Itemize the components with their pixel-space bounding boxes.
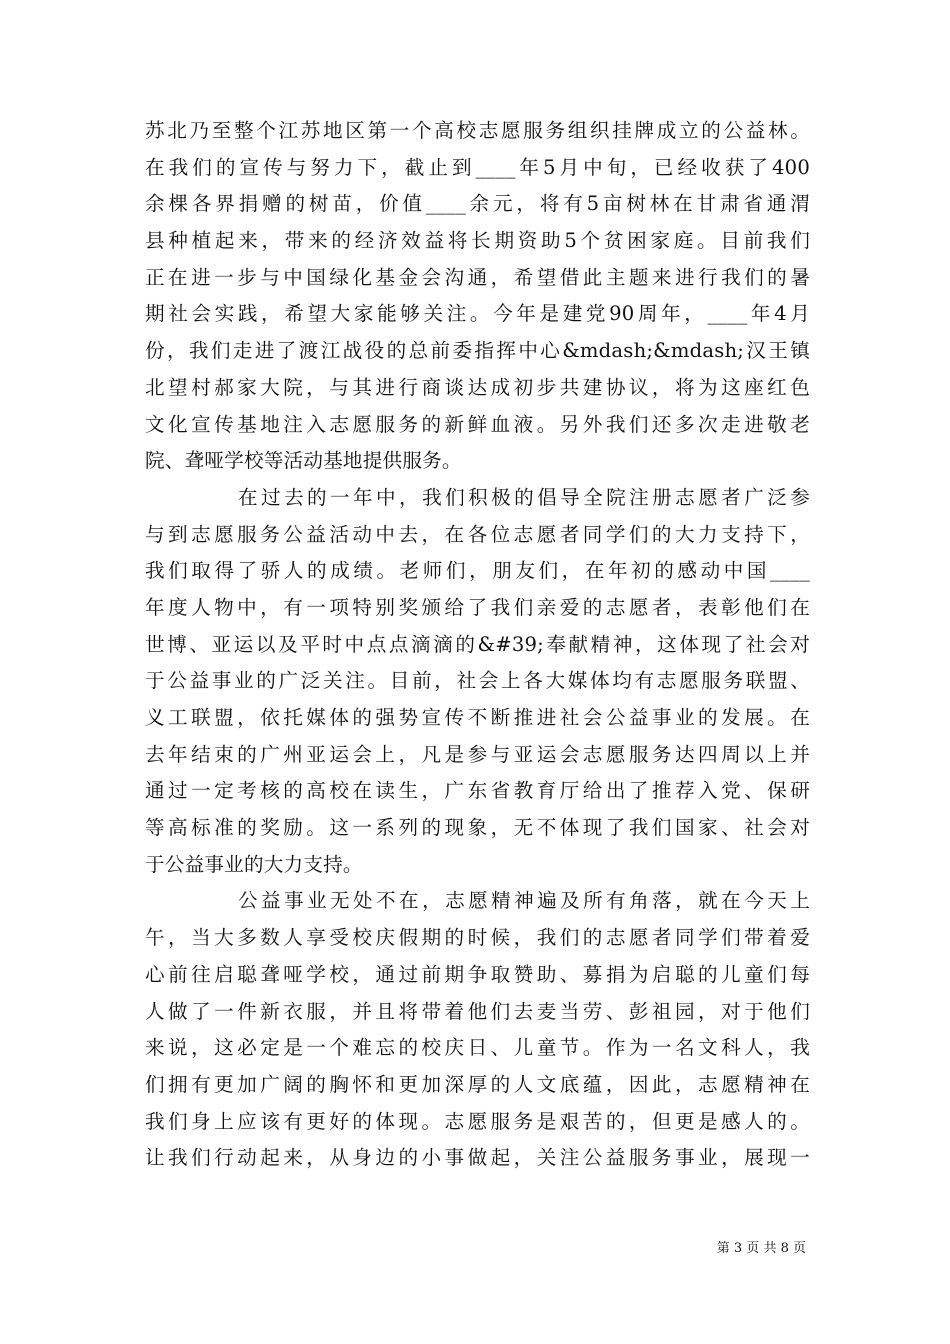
text-line: 北望村郝家大院，与其进行商谈达成初步共建协议，将为这座红色 — [145, 375, 810, 399]
text-line: 余棵各界捐赠的树苗，价值____余元，将有5亩树林在甘肃省通渭 — [145, 192, 810, 216]
text-line: 在过去的一年中，我们积极的倡导全院注册志愿者广泛参 — [238, 485, 810, 509]
text-line: 们拥有更加广阔的胸怀和更加深厚的人文底蕴，因此，志愿精神在 — [145, 1072, 810, 1096]
text-line: 与到志愿服务公益活动中去，在各位志愿者同学们的大力支持下， — [145, 522, 810, 546]
paragraph — [145, 480, 810, 884]
text-line: 去年结束的广州亚运会上，凡是参与亚运会志愿服务达四周以上并 — [145, 742, 810, 766]
text-line: 心前往启聪聋哑学校，通过前期争取赞助、募捐为启聪的儿童们每 — [145, 962, 810, 986]
paragraph — [145, 883, 810, 1177]
text-line: 人做了一件新衣服，并且将带着他们去麦当劳、彭祖园，对于他们 — [145, 999, 810, 1023]
text-line: 县种植起来，带来的经济效益将长期资助5个贫困家庭。目前我们 — [145, 229, 810, 253]
text-line: 等高标准的奖励。这一系列的现象，无不体现了我们国家、社会对 — [145, 816, 810, 840]
text-line: 于公益事业的大力支持。 — [145, 852, 363, 876]
text-line: 义工联盟，依托媒体的强势宣传不断推进社会公益事业的发展。在 — [145, 706, 810, 729]
document-body — [145, 113, 810, 1177]
text-line: 我们取得了骄人的成绩。老师们，朋友们，在年初的感动中国____ — [145, 559, 810, 583]
text-line: 我们身上应该有更好的体现。志愿服务是艰苦的，但更是感人的。 — [145, 1109, 810, 1133]
text-line: 午，当大多数人享受校庆假期的时候，我们的志愿者同学们带着爱 — [145, 926, 810, 950]
text-line: 于公益事业的广泛关注。目前，社会上各大媒体均有志愿服务联盟、 — [145, 669, 810, 693]
text-line: 在我们的宣传与努力下，截止到____年5月中旬，已经收获了400 — [145, 155, 810, 179]
paragraph — [145, 113, 810, 480]
text-line: 来说，这必定是一个难忘的校庆日、儿童节。作为一名文科人，我 — [145, 1036, 810, 1060]
text-line: 年度人物中，有一项特别奖颁给了我们亲爱的志愿者，表彰他们在 — [145, 595, 810, 619]
text-line: 让我们行动起来，从身边的小事做起，关注公益服务事业，展现一 — [145, 1146, 810, 1170]
text-line: 正在进一步与中国绿化基金会沟通，希望借此主题来进行我们的暑 — [145, 265, 810, 289]
text-line: 苏北乃至整个江苏地区第一个高校志愿服务组织挂牌成立的公益林。 — [145, 119, 810, 142]
text-line: 份，我们走进了渡江战役的总前委指挥中心&mdash;&mdash;汉王镇 — [145, 339, 810, 363]
page-number-footer: 第 3 页 共 8 页 — [716, 1241, 806, 1256]
text-line: 世博、亚运以及平时中点点滴滴的&#39;奉献精神，这体现了社会对 — [145, 632, 810, 656]
text-line: 期社会实践，希望大家能够关注。今年是建党90周年，____年4月 — [145, 302, 810, 326]
text-line: 文化宣传基地注入志愿服务的新鲜血液。另外我们还多次走进敬老 — [145, 412, 810, 436]
text-line: 公益事业无处不在，志愿精神遍及所有角落，就在今天上 — [238, 889, 810, 913]
text-line: 院、聋哑学校等活动基地提供服务。 — [145, 449, 462, 473]
text-line: 通过一定考核的高校在读生，广东省教育厅给出了推荐入党、保研 — [145, 779, 810, 803]
